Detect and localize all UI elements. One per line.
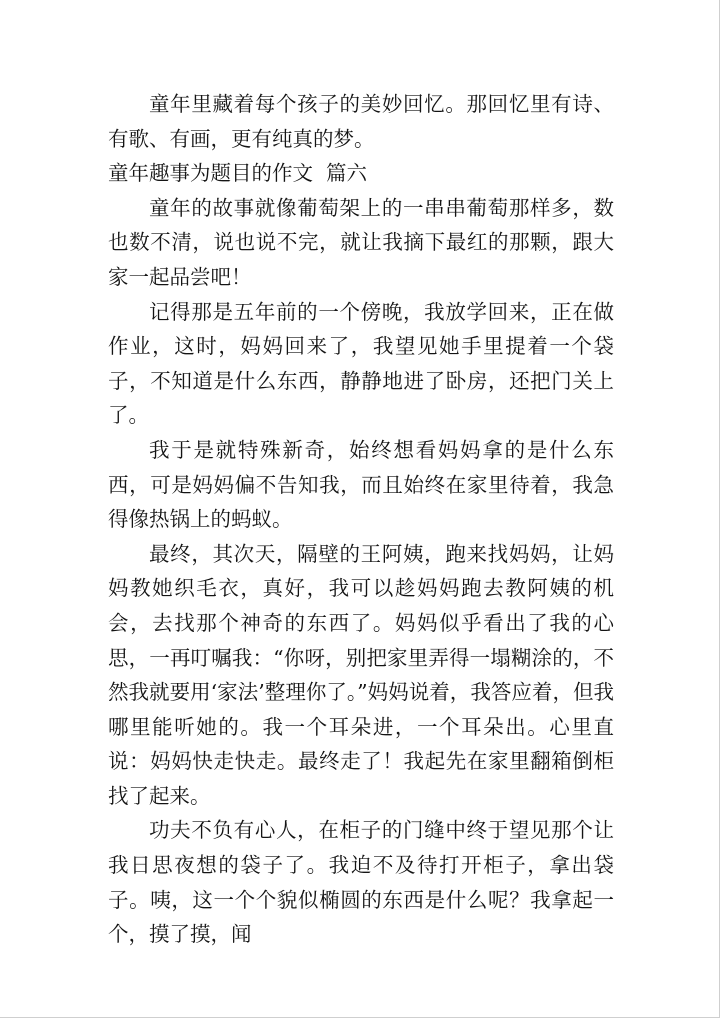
paragraph-grapes: 童年的故事就像葡萄架上的一串串葡萄那样多，数也数不清，说也说不完，就让我摘下最红的那颗，跟大家一起品尝吧！: [108, 195, 614, 289]
document-body: [108, 87, 614, 952]
paragraph-found: 功夫不负有心人，在柜子的门缝中终于望见那个让我日思夜想的袋子了。我迫不及待打开柜子，拿出袋子。咦，这一个个貌似椭圆的东西是什么呢？我拿起一个，摸了摸，闻: [108, 818, 614, 947]
paragraph-evening: 记得那是五年前的一个傍晚，我放学回来，正在做作业，这时，妈妈回来了，我望见她手里提着一个袋子，不知道是什么东西，静静地进了卧房，还把门关上了。: [108, 299, 614, 428]
section-heading: 童年趣事为题目的作文 篇六: [108, 161, 368, 186]
paragraph-search: 最终，其次天，隔壁的王阿姨，跑来找妈妈，让妈妈教她织毛衣，真好，我可以趁妈妈跑去教阿姨的机会，去找那个神奇的东西了。妈妈似乎看出了我的心思，一再叮嘱我：“你呀，别把家里弄得一塌糊涂的，不然我就要用‘家法’整理你了。”妈妈说着，我答应着，但我哪里能听她的。我一个耳朵进，一个耳朵出。心里直说：妈妈快走快走。最终走了！我起先在家里翻箱倒柜找了起来。: [108, 541, 614, 808]
paragraph-intro: 童年里藏着每个孩子的美妙回忆。那回忆里有诗、有歌、有画，更有纯真的梦。: [108, 92, 614, 151]
paragraph-curious: 我于是就特殊新奇，始终想看妈妈拿的是什么东西，可是妈妈偏不告知我，而且始终在家里待着，我急得像热锅上的蚂蚁。: [108, 437, 614, 532]
